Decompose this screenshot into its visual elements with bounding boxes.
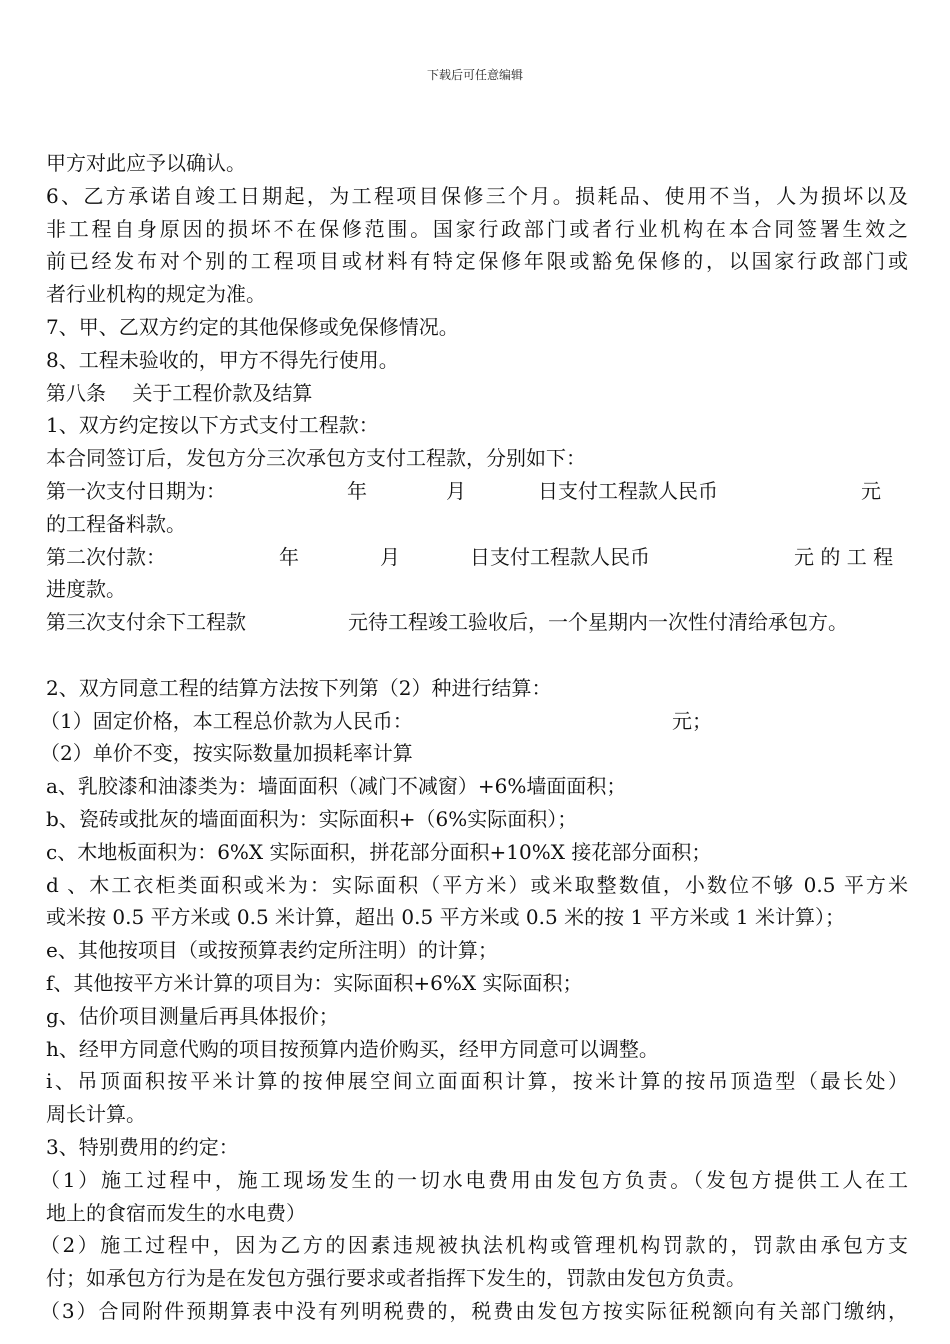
blank-line	[46, 639, 908, 672]
text-line: 者行业机构的规定为准。	[46, 282, 266, 307]
text-line: （2）单价不变，按实际数量加损耗率计算	[40, 741, 413, 766]
fixed-price-line	[40, 705, 908, 738]
payment-line-3	[46, 606, 908, 639]
text-line: b、瓷砖或批灰的墙面面积为：实际面积+（6%实际面积）；	[46, 806, 578, 831]
text-line: 7、甲、乙双方约定的其他保修或免保修情况。	[46, 314, 459, 339]
text-line: 非工程自身原因的损坏不在保修范围。国家行政部门或者行业机构在本合同签署生效之	[46, 216, 908, 241]
document-body	[40, 147, 908, 1328]
year-label: 年	[279, 544, 299, 569]
payment-label: 第一次支付日期为：	[46, 478, 226, 503]
text-line: 8、工程未验收的，甲方不得先行使用。	[46, 347, 399, 372]
text-line: e、其他按项目（或按预算表约定所注明）的计算；	[46, 938, 498, 963]
text-line: 地上的食宿而发生的水电费）	[46, 1200, 306, 1225]
yuan-label: 元	[861, 478, 881, 503]
text-line: g、估价项目测量后再具体报价；	[46, 1003, 339, 1028]
year-label: 年	[347, 478, 367, 503]
payment-tail: 元待工程竣工验收后，一个星期内一次性付清给承包方。	[348, 610, 848, 635]
text-line: 2、双方同意工程的结算方法按下列第（2）种进行结算：	[46, 675, 552, 700]
text-line: 甲方对此应予以确认。	[46, 151, 246, 175]
day-amount-label: 日支付工程款人民币	[470, 544, 650, 569]
yuan-label: 元；	[672, 708, 712, 733]
page-header: 下载后可任意编辑	[426, 68, 523, 82]
text-line: 前已经发布对个别的工程项目或材料有特定保修年限或豁免保修的，以国家行政部门或	[46, 249, 908, 274]
text-line: 1、双方约定按以下方式支付工程款：	[46, 413, 379, 438]
text-line: 进度款。	[46, 577, 126, 602]
payment-label: 第三次支付余下工程款	[46, 610, 246, 635]
yuan-tail-label: 元 的 工 程	[794, 544, 894, 569]
text-line: 或米按 0.5 平方米或 0.5 米计算，超出 0.5 平方米或 0.5 米的按 1 平方米或 1 米计算）；	[46, 905, 845, 930]
text-line: 周长计算。	[46, 1102, 146, 1127]
day-amount-label: 日支付工程款人民币	[538, 478, 718, 503]
payment-line-2	[46, 541, 908, 574]
text-line: （1）施工过程中，施工现场发生的一切水电费用由发包方负责。（发包方提供工人在工	[40, 1167, 908, 1192]
month-label: 月	[446, 478, 466, 503]
text-line: （2）施工过程中，因为乙方的因素违规被执法机构或管理机构罚款的，罚款由承包方支	[40, 1233, 908, 1258]
text-line: 3、特别费用的约定：	[46, 1134, 239, 1159]
text-line: 付；如承包方行为是在发包方强行要求或者指挥下发生的，罚款由发包方负责。	[46, 1266, 746, 1291]
text-line: f、其他按平方米计算的项目为：实际面积+6%X 实际面积；	[46, 970, 583, 995]
text-line: 本合同签订后，发包方分三次承包方支付工程款，分别如下：	[46, 446, 586, 471]
text-line: （3）合同附件预期算表中没有列明税费的，税费由发包方按实际征税额向有关部门缴纳，	[40, 1298, 908, 1323]
text-line: c、木地板面积为：6%X 实际面积，拼花部分面积+10%X 接花部分面积；	[46, 839, 712, 864]
payment-label: 第二次付款：	[46, 544, 166, 569]
text-line: d 、木工衣柜类面积或米为：实际面积（平方米）或米取整数值，小数位不够 0.5 平方米	[46, 872, 908, 897]
fixed-price-label: （1）固定价格，本工程总价款为人民币：	[40, 708, 413, 733]
month-label: 月	[380, 544, 400, 569]
article-heading: 第八条 关于工程价款及结算	[46, 380, 313, 405]
payment-line-1	[46, 475, 908, 508]
text-line: a、乳胶漆和油漆类为：墙面面积（减门不减窗）+6%墙面面积；	[46, 774, 627, 799]
text-line: i、吊顶面积按平米计算的按伸展空间立面面积计算，按米计算的按吊顶造型（最长处）	[46, 1069, 908, 1094]
text-line: 6、乙方承诺自竣工日期起，为工程项目保修三个月。损耗品、使用不当，人为损坏以及	[46, 183, 908, 208]
text-line: h、经甲方同意代购的项目按预算内造价购买，经甲方同意可以调整。	[46, 1036, 659, 1061]
text-line: 的工程备料款。	[46, 511, 186, 536]
